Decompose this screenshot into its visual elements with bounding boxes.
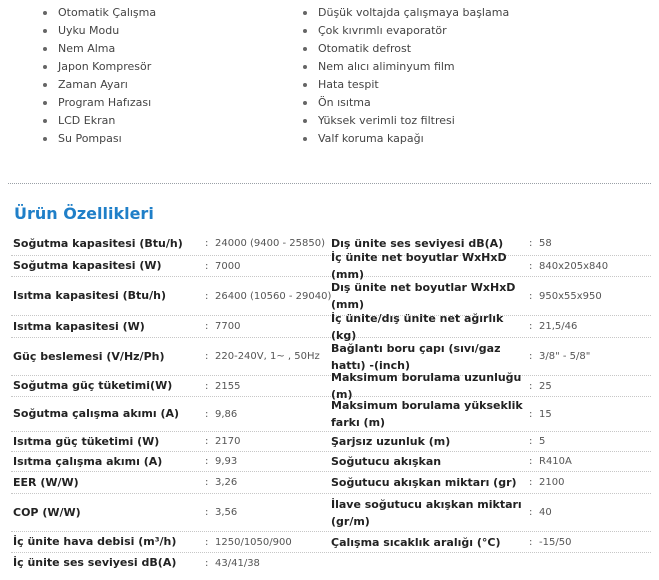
bullet-icon <box>43 119 47 123</box>
spec-colon: : <box>529 380 533 392</box>
bullet-icon <box>43 83 47 87</box>
feature-text: Su Pompası <box>58 132 122 145</box>
spec-colon: : <box>529 436 533 447</box>
bullet-icon <box>43 137 47 141</box>
spec-colon: : <box>205 557 209 569</box>
spec-row <box>11 452 651 472</box>
spec-label: İlave soğutucu akışkan miktarı (gr/m) <box>331 497 522 528</box>
spec-value: 220-240V, 1~ , 50Hz <box>215 351 320 362</box>
bullet-icon <box>303 29 307 33</box>
bullet-icon <box>43 29 47 33</box>
feature-item <box>303 130 509 148</box>
spec-colon: : <box>205 456 209 467</box>
spec-value: 3,26 <box>215 477 238 488</box>
spec-label: İç ünite hava debisi (m³/h) <box>13 535 177 548</box>
spec-colon: : <box>205 507 209 518</box>
bullet-icon <box>43 65 47 69</box>
spec-row <box>11 553 651 573</box>
spec-colon: : <box>529 290 533 302</box>
spec-value: 7700 <box>215 321 241 332</box>
spec-value: 40 <box>539 507 552 518</box>
spec-label: Isıtma çalışma akımı (A) <box>13 454 163 468</box>
spec-label: Dış ünite net boyutlar WxHxD (mm) <box>331 281 516 311</box>
bullet-icon <box>303 47 307 51</box>
spec-value: 9,93 <box>215 456 238 467</box>
spec-value: -15/50 <box>539 536 572 548</box>
bullet-icon <box>303 119 307 123</box>
spec-label: Maksimum borulama uzunluğu (m) <box>331 371 522 401</box>
spec-colon: : <box>529 477 533 488</box>
bullet-icon <box>303 137 307 141</box>
feature-text: Otomatik defrost <box>318 42 412 55</box>
spec-label: Soğutucu akışkan miktarı (gr) <box>331 476 517 489</box>
spec-label: COP (W/W) <box>13 505 81 519</box>
spec-value: 950x55x950 <box>539 290 602 302</box>
spec-value: 2155 <box>215 380 241 392</box>
feature-text: Uyku Modu <box>58 24 120 37</box>
bullet-icon <box>43 11 47 15</box>
spec-label: İç ünite ses seviyesi dB(A) <box>13 556 177 569</box>
spec-label: Soğutma kapasitesi (W) <box>13 259 162 272</box>
spec-label: Çalışma sıcaklık aralığı (°C) <box>331 535 501 549</box>
feature-item <box>43 112 156 130</box>
feature-text: Nem alıcı aliminyum film <box>318 60 455 73</box>
feature-item <box>43 130 156 148</box>
feature-item <box>43 40 156 58</box>
spec-label: Soğutma güç tüketimi(W) <box>13 379 173 392</box>
feature-text: Japon Kompresör <box>58 60 152 73</box>
spec-value: 5 <box>539 436 546 447</box>
feature-text: Program Hafızası <box>58 96 152 109</box>
feature-text: Zaman Ayarı <box>58 78 128 91</box>
spec-row <box>11 494 651 532</box>
spec-label: EER (W/W) <box>13 475 79 489</box>
feature-item <box>303 76 509 94</box>
spec-colon: : <box>529 408 533 420</box>
bullet-icon <box>303 65 307 69</box>
spec-value: 7000 <box>215 260 241 272</box>
spec-value: 2170 <box>215 436 241 447</box>
feature-text: Çok kıvrımlı evaporatör <box>318 24 447 37</box>
spec-colon: : <box>529 456 533 467</box>
feature-item <box>303 112 509 130</box>
feature-text: Otomatik Çalışma <box>58 6 157 19</box>
spec-row <box>11 397 651 432</box>
spec-label: Isıtma kapasitesi (W) <box>13 319 145 333</box>
spec-value: 58 <box>539 238 552 249</box>
spec-colon: : <box>205 408 209 420</box>
feature-text: Yüksek verimli toz filtresi <box>318 114 455 127</box>
spec-value: 43/41/38 <box>215 557 260 569</box>
spec-colon: : <box>205 536 209 548</box>
spec-colon: : <box>529 507 533 518</box>
spec-colon: : <box>529 351 533 362</box>
feature-item <box>303 4 509 22</box>
spec-row <box>11 472 651 494</box>
spec-colon: : <box>529 536 533 548</box>
spec-label: Şarjsız uzunluk (m) <box>331 435 451 448</box>
bullet-icon <box>303 11 307 15</box>
feature-text: Düşük voltajda çalışmaya başlama <box>318 6 510 19</box>
spec-value: 15 <box>539 408 552 420</box>
spec-table <box>11 232 651 573</box>
spec-colon: : <box>205 436 209 447</box>
spec-colon: : <box>205 321 209 332</box>
bullet-icon <box>303 101 307 105</box>
feature-item <box>43 22 156 40</box>
spec-label: Maksimum borulama yükseklik farkı (m) <box>331 399 523 429</box>
feature-item <box>303 94 509 112</box>
spec-row <box>11 371 651 401</box>
spec-value: 9,86 <box>215 408 238 420</box>
spec-row <box>11 311 651 342</box>
spec-colon: : <box>205 260 209 272</box>
spec-value: 2100 <box>539 477 565 488</box>
spec-colon: : <box>529 321 533 332</box>
feature-text: Ön ısıtma <box>318 96 371 109</box>
feature-item <box>43 76 156 94</box>
spec-label: İç ünite/dış ünite net ağırlık (kg) <box>331 311 504 342</box>
feature-item <box>43 4 156 22</box>
spec-label: Soğutma kapasitesi (Btu/h) <box>13 236 183 250</box>
spec-value: 26400 (10560 - 29040) <box>215 290 332 302</box>
section-divider <box>8 183 651 184</box>
spec-colon: : <box>205 477 209 488</box>
feature-item <box>43 94 156 112</box>
spec-value: 3/8" - 5/8" <box>539 351 591 362</box>
feature-text: Nem Alma <box>58 42 116 55</box>
feature-item <box>303 22 509 40</box>
spec-colon: : <box>205 351 209 362</box>
spec-label: Isıtma kapasitesi (Btu/h) <box>13 289 166 302</box>
spec-value: 3,56 <box>215 507 238 518</box>
feature-item <box>303 40 509 58</box>
spec-label: İç ünite net boyutlar WxHxD (mm) <box>331 251 507 281</box>
spec-label: Dış ünite ses seviyesi dB(A) <box>331 237 504 250</box>
spec-row <box>11 532 651 553</box>
feature-text: Hata tespit <box>318 78 379 91</box>
spec-value: 21,5/46 <box>539 321 578 332</box>
bullet-icon <box>43 47 47 51</box>
spec-colon: : <box>205 290 209 302</box>
spec-value: R410A <box>539 456 572 467</box>
spec-label: Bağlantı boru çapı (sıvı/gaz hattı) -(inch) <box>331 341 501 372</box>
bullet-icon <box>303 83 307 87</box>
spec-value: 25 <box>539 380 552 392</box>
feature-text: LCD Ekran <box>58 114 116 127</box>
spec-colon: : <box>529 238 533 249</box>
spec-label: Güç beslemesi (V/Hz/Ph) <box>13 349 165 363</box>
bullet-icon <box>43 101 47 105</box>
feature-item <box>43 58 156 76</box>
spec-row <box>11 432 651 452</box>
spec-value: 840x205x840 <box>539 260 609 272</box>
spec-label: Soğutma çalışma akımı (A) <box>13 407 180 420</box>
feature-column-left <box>43 4 156 148</box>
feature-item <box>303 58 509 76</box>
spec-colon: : <box>205 380 209 392</box>
spec-colon: : <box>205 238 209 249</box>
spec-value: 24000 (9400 - 25850) <box>215 238 326 249</box>
feature-column-right <box>303 4 509 148</box>
spec-row <box>11 251 651 281</box>
spec-label: Soğutucu akışkan <box>331 455 442 468</box>
feature-text: Valf koruma kapağı <box>318 132 424 145</box>
spec-label: Isıtma güç tüketimi (W) <box>13 434 160 448</box>
spec-colon: : <box>529 260 533 272</box>
spec-value: 1250/1050/900 <box>215 536 292 548</box>
section-title: Ürün Özellikleri <box>14 204 154 223</box>
